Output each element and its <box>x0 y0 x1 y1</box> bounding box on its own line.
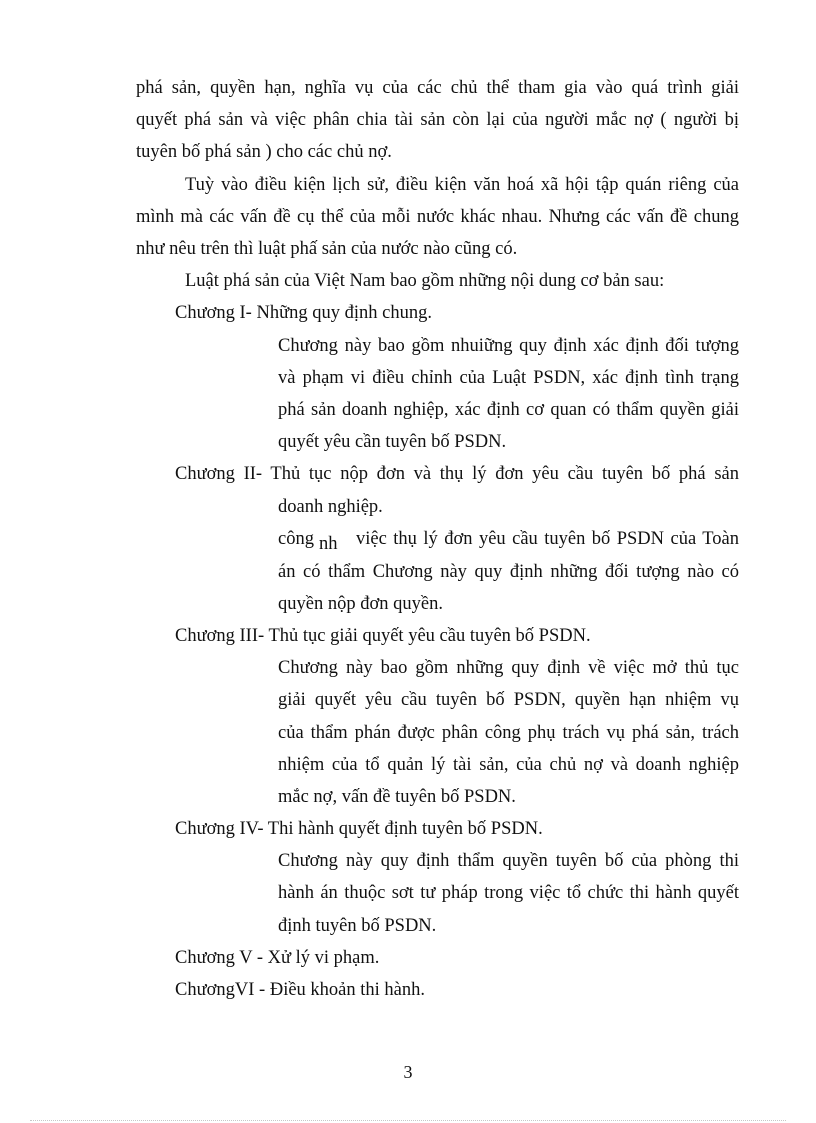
chapter-heading-cont: doanh nghiệp. <box>278 497 383 517</box>
chapter-desc-line: án có thẩm Chương này quy định những đối tượng nào có <box>278 562 739 582</box>
chapter-desc-line: và phạm vi điều chỉnh của Luật PSDN, xác định tình trạng <box>278 368 739 388</box>
split-right: việc thụ lý đơn yêu cầu tuyên bố PSDN của Toàn <box>356 529 739 549</box>
chapter-desc-line: của thẩm phán được phân công phụ trách vụ phá sản, trách <box>278 723 739 743</box>
split-sub: nh <box>319 534 338 554</box>
split-left: công <box>278 529 314 549</box>
chapter-heading: ChươngVI - Điều khoản thi hành. <box>175 980 425 1000</box>
paragraph-line: như nêu trên thì luật phấ sản của nước nào cũng có. <box>136 239 518 259</box>
chapter-heading: Chương I- Những quy định chung. <box>175 303 432 323</box>
contents-intro: Luật phá sản của Việt Nam bao gồm những nội dung cơ bản sau: <box>185 271 665 291</box>
chapter-desc-line: phá sản doanh nghiệp, xác định cơ quan có thẩm quyền giải <box>278 400 739 420</box>
chapter-desc-line: Chương này bao gồm nhuiững quy định xác định đối tượng <box>278 336 739 356</box>
page-number: 3 <box>403 1062 413 1082</box>
chapter-desc-split-line <box>278 528 739 554</box>
chapter-desc-line: quyết yêu cần tuyên bố PSDN. <box>278 432 507 452</box>
chapter-desc-line: nhiệm của tổ quản lý tài sản, của chủ nợ và doanh nghiệp <box>278 755 739 775</box>
intro-line: tuyên bố phá sản ) cho các chủ nợ. <box>136 142 392 162</box>
chapter-desc-line: mắc nợ, vấn đề tuyên bố PSDN. <box>278 787 516 807</box>
intro-line: phá sản, quyền hạn, nghĩa vụ của các chủ thể tham gia vào quá trình giải <box>136 78 739 98</box>
chapter-desc-line: quyền nộp đơn quyền. <box>278 594 443 614</box>
chapter-desc-line: giải quyết yêu cầu tuyên bố PSDN, quyền hạn nhiệm vụ <box>278 690 739 710</box>
chapter-desc-line: định tuyên bố PSDN. <box>278 916 437 936</box>
chapter-heading: Chương IV- Thi hành quyết định tuyên bố PSDN. <box>175 819 543 839</box>
paragraph-line: mình mà các vấn đề cụ thể của mỗi nước khác nhau. Nhưng các vấn đề chung <box>136 207 739 227</box>
chapter-heading: Chương V - Xử lý vi phạm. <box>175 948 380 968</box>
chapter-desc-line: hành án thuộc sơt tư pháp trong việc tổ chức thi hành quyết <box>278 883 739 903</box>
paragraph-line: Tuỳ vào điều kiện lịch sử, điều kiện văn hoá xã hội tập quán riêng của <box>185 175 739 195</box>
intro-line: quyết phá sản và việc phân chia tài sản còn lại của người mắc nợ ( người bị <box>136 110 739 130</box>
chapter-heading: Chương II- Thủ tục nộp đơn và thụ lý đơn yêu cầu tuyên bố phá sản <box>175 464 739 484</box>
chapter-desc-line: Chương này quy định thẩm quyền tuyên bố của phòng thi <box>278 851 739 871</box>
chapter-heading: Chương III- Thủ tục giải quyết yêu cầu tuyên bố PSDN. <box>175 626 591 646</box>
chapter-desc-line: Chương này bao gồm những quy định về việc mở thủ tục <box>278 658 739 678</box>
page-bottom-divider <box>30 1120 786 1121</box>
